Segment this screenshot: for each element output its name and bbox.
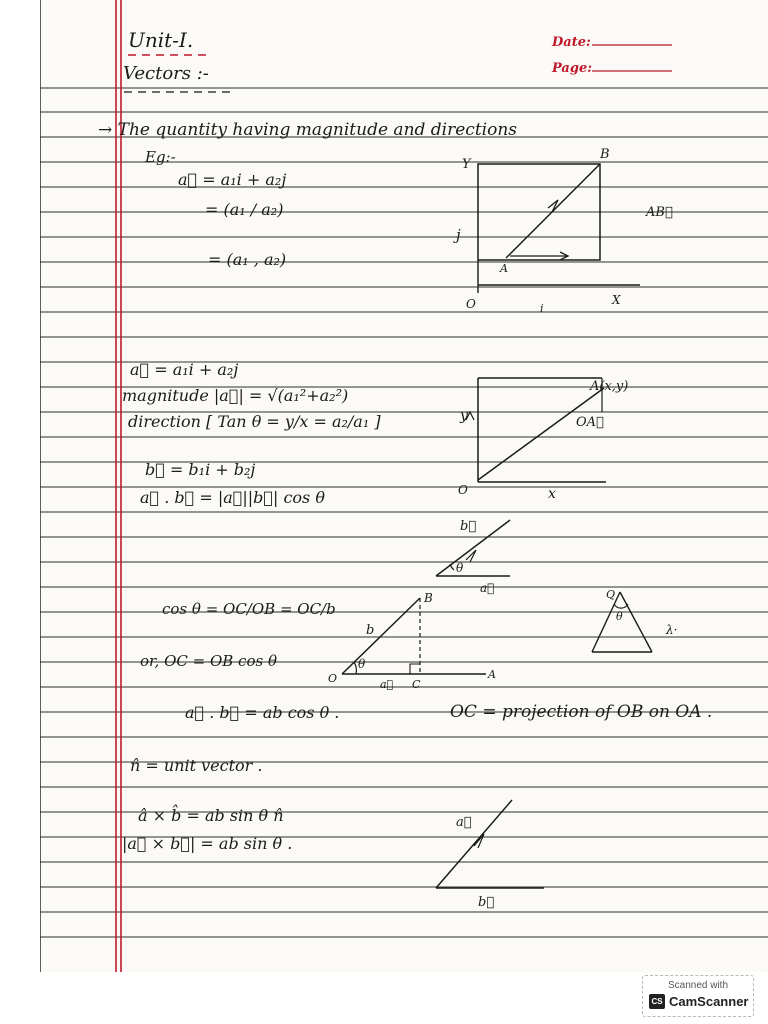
- unit-vector-note: n̂ = unit vector .: [130, 756, 263, 775]
- cos-theta-formula: cos θ = OC/OB = OC/b: [162, 600, 336, 618]
- a-vector-again: a⃗ = a₁i + a₂j: [130, 360, 239, 379]
- fig5-label-Q: Q: [606, 588, 616, 601]
- camscanner-logo-icon: CS: [649, 994, 665, 1009]
- dot-product-definition: a⃗ . b⃗ = |a⃗||b⃗| cos θ: [140, 488, 325, 507]
- oc-equation: or, OC = OB cos θ: [140, 652, 277, 670]
- fig1-label-i: i: [540, 302, 544, 315]
- angle-ab-figure: [430, 512, 550, 595]
- fig3-label-theta: θ: [456, 561, 464, 575]
- eg-label: Eg:-: [145, 148, 176, 166]
- vector-oa-figure: [452, 372, 652, 502]
- b-vector: b⃗ = b₁i + b₂j: [145, 460, 256, 479]
- small-triangle-figure: [586, 586, 696, 658]
- camscanner-brand: CamScanner: [669, 994, 749, 1009]
- fig1-label-B: B: [600, 147, 610, 162]
- scanned-with-text: Scanned with: [667, 980, 729, 991]
- unit-heading: Unit-I.: [128, 28, 194, 52]
- fig2-label-Axy: A(x,y): [590, 379, 629, 394]
- projection-statement: OC = projection of OB on OA .: [450, 702, 713, 722]
- fig4-label-O: O: [328, 672, 338, 685]
- fig4-label-theta: θ: [358, 657, 366, 671]
- fig3-label-b: b⃗: [460, 519, 477, 534]
- fig5-label-theta: θ: [616, 610, 623, 623]
- fig3-label-a: a⃗: [480, 581, 495, 595]
- fig6-label-b: b⃗: [478, 895, 495, 910]
- definition-text: → The quantity having magnitude and directions: [98, 120, 518, 140]
- fig4-label-C: C: [412, 678, 421, 691]
- magnitude-formula: magnitude |a⃗| = √(a₁²+a₂²): [122, 386, 349, 405]
- fig1-label-j: j: [456, 226, 461, 244]
- fig1-label-A: A: [500, 262, 508, 275]
- fig4-label-A: A: [488, 668, 496, 681]
- topic-heading: Vectors :-: [123, 63, 209, 84]
- cross-product-magnitude: |a⃗ × b⃗| = ab sin θ .: [122, 834, 293, 853]
- fig2-label-x: x: [548, 486, 556, 502]
- fig2-label-O: O: [458, 483, 468, 497]
- fig4-label-a: a⃗: [380, 678, 394, 691]
- fig2-label-y: y: [460, 408, 468, 424]
- dot-product-result: a⃗ . b⃗ = ab cos θ .: [185, 703, 340, 722]
- fig4-label-B: B: [424, 591, 433, 605]
- fig6-label-a: a⃗: [456, 815, 472, 830]
- projection-figure: [326, 590, 506, 690]
- fig1-label-AB: AB⃗: [646, 205, 673, 220]
- fig1-label-X: X: [612, 293, 621, 307]
- camscanner-watermark: [642, 975, 754, 1017]
- a-column-vector: = (a₁ / a₂): [205, 200, 284, 219]
- fig1-label-O: O: [466, 297, 476, 311]
- page-label: Page:: [552, 61, 593, 76]
- fig2-label-OA: OA⃗: [576, 415, 604, 430]
- heading-underlines: [0, 0, 768, 100]
- cross-product-figure: [430, 796, 560, 910]
- direction-formula: direction [ Tan θ = y/x = a₂/a₁ ]: [128, 412, 381, 431]
- ruled-lines: [40, 0, 768, 972]
- fig1-label-Y: Y: [462, 157, 471, 172]
- fig5-label-lambda: λ·: [666, 623, 678, 637]
- fig4-label-b: b: [366, 623, 375, 638]
- vector-ab-figure: [450, 148, 690, 318]
- a-components: a⃗ = a₁i + a₂j: [178, 170, 287, 189]
- a-tuple: = (a₁ , a₂): [208, 250, 287, 269]
- date-label: Date:: [552, 35, 591, 50]
- cross-product-hat: â × b̂ = ab sin θ n̂: [138, 806, 284, 825]
